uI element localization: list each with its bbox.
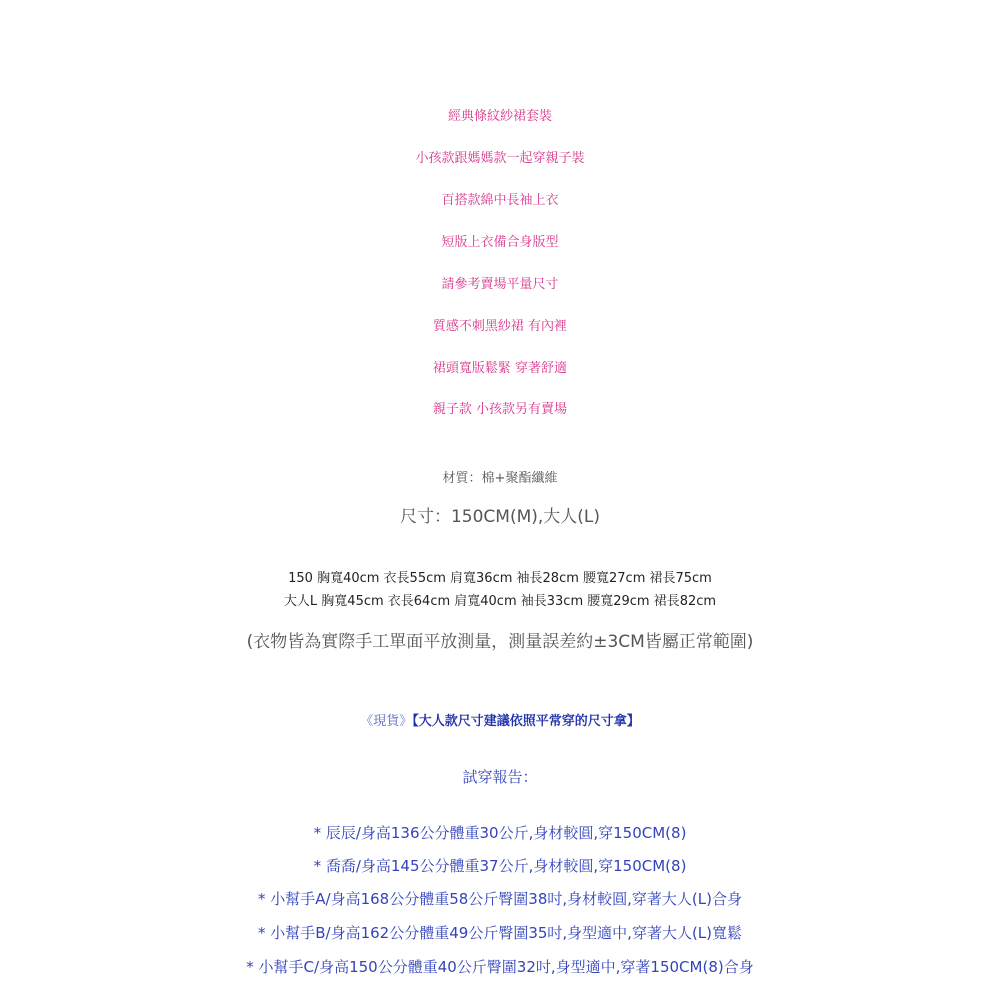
feature-line-7: 裙頭寬版鬆緊 穿著舒適 bbox=[432, 361, 568, 376]
feature-line-2: 小孩款跟媽媽款一起穿親子裝 bbox=[415, 151, 585, 166]
feature-line-6: 質感不刺黑紗裙 有內裡 bbox=[432, 319, 568, 334]
trial-report-3: * 小幫手A/身高168公分體重58公斤臀圍38吋,身材較圓,穿著大人(L)合身 bbox=[258, 890, 742, 908]
feature-line-5: 請參考賣場平量尺寸 bbox=[441, 277, 559, 292]
size-advice-label: 【大人款尺寸建議依照平常穿的尺寸拿】 bbox=[412, 714, 640, 729]
stock-size-notice bbox=[0, 710, 1000, 729]
material-text: 材質：棉+聚酯纖維 bbox=[442, 471, 558, 486]
trial-report-2: * 喬喬/身高145公分體重37公斤,身材較圓,穿150CM(8) bbox=[313, 857, 687, 875]
feature-line-3: 百搭款綿中長袖上衣 bbox=[441, 193, 559, 208]
trial-report-4: * 小幫手B/身高162公分體重49公斤臀圍35吋,身型適中,穿著大人(L)寬鬆 bbox=[257, 924, 743, 942]
size-title: 尺寸：150CM(M),大人(L) bbox=[399, 507, 601, 527]
trial-report-5: * 小幫手C/身高150公分體重40公斤臀圍32吋,身型適中,穿著150CM(8)合身 bbox=[246, 958, 754, 976]
feature-line-4: 短版上衣備合身版型 bbox=[441, 235, 559, 250]
feature-line-1: 經典條紋紗裙套裝 bbox=[447, 109, 552, 124]
trial-report-title: 試穿報告： bbox=[462, 768, 538, 786]
measurement-note: (衣物皆為實際手工單面平放測量，測量誤差約±3CM皆屬正常範圍) bbox=[246, 632, 754, 652]
measurement-row-adult-l: 大人L 胸寬45cm 衣長64cm 肩寬40cm 袖長33cm 腰寬29cm 裙長82cm bbox=[283, 594, 717, 609]
measurement-row-150: 150 胸寬40cm 衣長55cm 肩寬36cm 袖長28cm 腰寬27cm 裙長75cm bbox=[288, 571, 712, 586]
trial-report-1: * 辰辰/身高136公分體重30公斤,身材較圓,穿150CM(8) bbox=[313, 824, 687, 842]
in-stock-label: 《現貨》 bbox=[360, 714, 413, 729]
feature-line-8: 親子款 小孩款另有賣場 bbox=[432, 402, 568, 417]
